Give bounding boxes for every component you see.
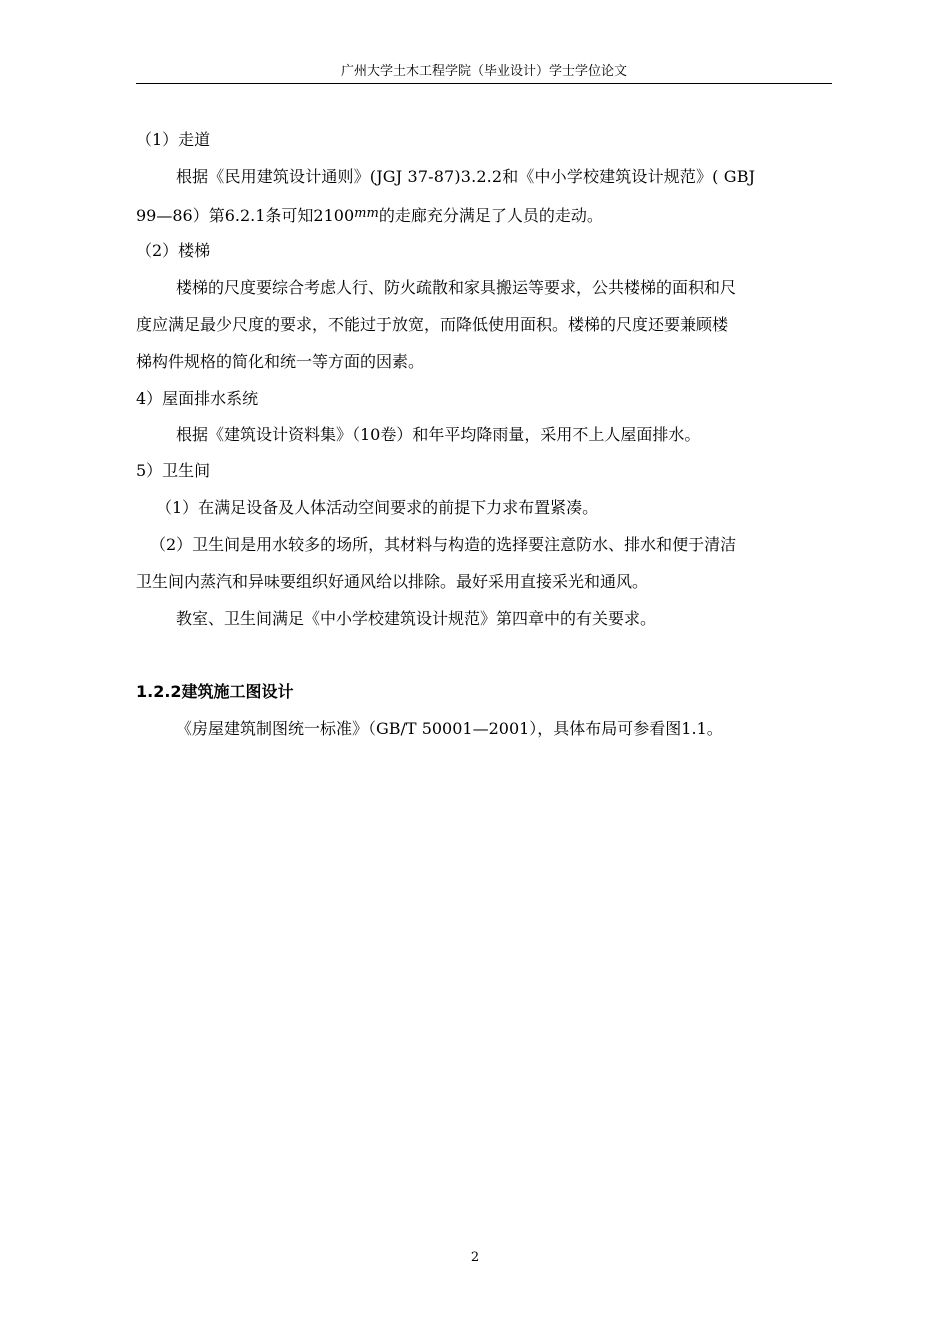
corridor-paragraph-line-1: 根据《民用建筑设计通则》(JGJ 37-87)3.2.2和《中小学校建筑设计规范》( GBJ bbox=[176, 167, 756, 186]
stairs-paragraph-line-2: 度应满足最少尺度的要求，不能过于放宽，而降低使用面积。楼梯的尺度还要兼顾楼 bbox=[136, 315, 729, 334]
page-number: 2 bbox=[470, 1250, 480, 1265]
stairs-heading: （2）楼梯 bbox=[136, 241, 211, 260]
stairs-paragraph-line-1: 楼梯的尺度要综合考虑人行、防火疏散和家具搬运等要求，公共楼梯的面积和尺 bbox=[176, 278, 737, 297]
header-title: 广州大学土木工程学院（毕业设计）学士学位论文 bbox=[340, 64, 627, 79]
corridor-text-a: 99—86）第6.2.1条可知2100 bbox=[136, 206, 355, 225]
toilet-item-2-line-1: （2）卫生间是用水较多的场所，其材料与构造的选择要注意防水、排水和便于清洁 bbox=[150, 535, 737, 554]
classroom-paragraph: 教室、卫生间满足《中小学校建筑设计规范》第四章中的有关要求。 bbox=[176, 609, 657, 628]
roof-paragraph: 根据《建筑设计资料集》（10卷）和年平均降雨量，采用不上人屋面排水。 bbox=[176, 425, 701, 444]
header-rule bbox=[136, 83, 832, 84]
corridor-unit: mm bbox=[354, 206, 379, 221]
corridor-text-b: 的走廊充分满足了人员的走动。 bbox=[378, 206, 603, 225]
section-heading: 1.2.2建筑施工图设计 bbox=[136, 682, 294, 701]
corridor-paragraph-line-2 bbox=[136, 203, 603, 227]
toilet-item-1: （1）在满足设备及人体活动空间要求的前提下力求布置紧凑。 bbox=[156, 498, 599, 517]
stairs-paragraph-line-3: 梯构件规格的简化和统一等方面的因素。 bbox=[136, 352, 425, 371]
section-paragraph: 《房屋建筑制图统一标准》（GB/T 50001—2001），具体布局可参看图1.1。 bbox=[176, 719, 723, 738]
roof-heading: 4）屋面排水系统 bbox=[136, 389, 259, 408]
toilet-heading: 5）卫生间 bbox=[136, 461, 211, 480]
toilet-item-2-line-2: 卫生间内蒸汽和异味要组织好通风给以排除。最好采用直接采光和通风。 bbox=[136, 572, 649, 591]
corridor-heading: （1）走道 bbox=[136, 130, 211, 149]
